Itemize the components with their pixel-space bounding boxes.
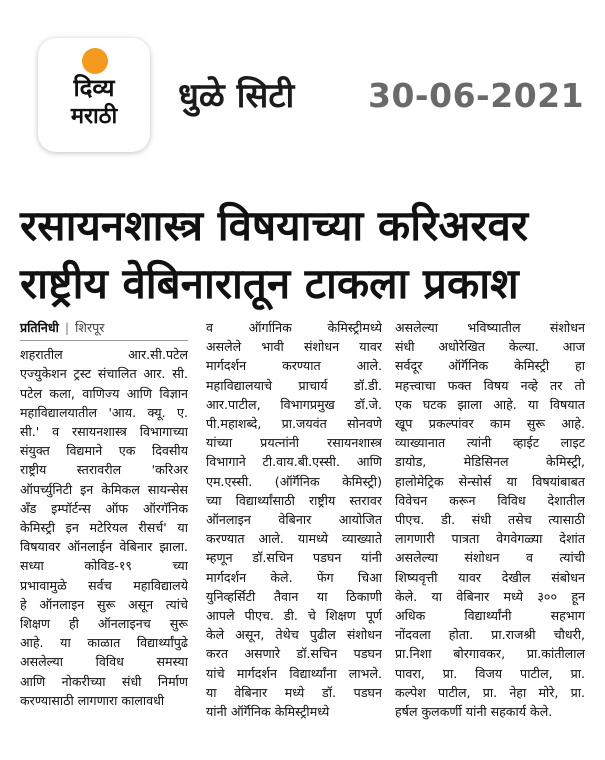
article-text-line: विवेचन करून विविध देशातील	[395, 492, 585, 508]
article-text-line: असलेल्या संशोधन व त्यांची	[395, 550, 585, 566]
article-text-line: पीएच. डी. संधी तसेच त्यासाठी	[395, 512, 585, 528]
article-column-1	[20, 318, 188, 710]
headline-line-2: राष्ट्रीय वेबिनारातून टाकला प्रकाश	[20, 259, 519, 308]
logo-text-line2: मराठी	[70, 104, 118, 129]
article-text-line: शहरातील आर.सी.पटेल	[20, 347, 188, 363]
article-text-line: केमिस्ट्री इन मटेरियल रीसर्च' या	[20, 520, 188, 536]
article-text-line: या वेबिनार मध्ये डॉ. पडघन	[206, 684, 382, 700]
article-text-line: प्रा.निशा बोरगावकर, प्रा.कांतीलाल	[395, 646, 585, 662]
byline-place: शिरपूर	[75, 320, 105, 335]
article-text-line: असलेले भावी संशोधन यावर	[206, 339, 382, 355]
article-text-line: संधी अधोरेखित केल्या. आज	[395, 339, 585, 355]
article-text-line: अँड इम्पॉर्टन्स ऑफ ऑरगॅनिक	[20, 500, 188, 516]
byline	[20, 318, 188, 341]
article-text-line: आहे. या काळात विद्यार्थ्यांपुढे	[20, 635, 188, 651]
article-text-line: प्रभावामुळे सर्वच महाविद्यालये	[20, 577, 188, 593]
article-text-line: म्हणून डॉ.सचिन पडघन यांनी	[206, 550, 382, 566]
article-text-line: पावरा, प्रा. विजय पाटील, प्रा.	[395, 665, 585, 681]
article-text-line: शिष्यवृत्ती यावर देखील संबोधन	[395, 569, 585, 585]
divya-marathi-logo	[38, 38, 150, 152]
article-column-3	[395, 318, 585, 721]
article-text-line: ऑनलाइन वेबिनार आयोजित	[206, 512, 382, 528]
article-text-line: महाविद्यालयातील 'आय. क्यू. ए.	[20, 404, 188, 420]
article-text-line: सी.' व रसायनशास्त्र विभागाच्या	[20, 424, 188, 440]
article-text-line: हर्षल कुलकर्णी यांनी सहकार्य केले.	[395, 704, 553, 720]
article-text-line: एक घटक झाला आहे. या विषयात	[395, 396, 585, 412]
article-text-line: व ऑर्गानिक केमिस्ट्रीमध्ये	[206, 320, 382, 335]
article-text-line: हे ऑनलाइन सुरू असून त्यांचे	[20, 596, 188, 612]
article-text-line: आर.पाटील, विभागप्रमुख डॉ.जे.	[206, 396, 382, 412]
article-text-line: एम.एस्सी. (ऑर्गॅनिक केमिस्ट्री)	[206, 473, 382, 489]
article-text-line: व्याख्यानात त्यांनी व्हाईट लाइट	[395, 435, 585, 451]
article-text-line: संयुक्त विद्यमाने एक दिवसीय	[20, 443, 188, 459]
edition-city: धुळे सिटी	[178, 76, 295, 116]
article-text-line: च्या विद्यार्थ्यांसाठी राष्ट्रीय स्तरावर	[206, 492, 382, 508]
article-text-line: करत असणारे डॉ.सचिन पडघन	[206, 646, 382, 662]
byline-separator: |	[64, 320, 70, 335]
edition-date: 30-06-2021	[368, 76, 585, 115]
article-text-line: राष्ट्रीय स्तरावरील 'करिअर	[20, 462, 188, 478]
article-text-line: केले. या वेबिनार मध्ये ३०० हून	[395, 588, 585, 604]
column-3-text	[395, 318, 585, 721]
article-text-line: महाविद्यालयाचे प्राचार्य डॉ.डी.	[206, 377, 382, 393]
article-text-line: हालोमेट्रिक सेन्सोर्स या विषयांबाबत	[395, 473, 585, 489]
logo-sun-icon	[82, 48, 108, 74]
article-text-line: केले असून, तेथेच पुढील संशोधन	[206, 627, 382, 643]
article-text-line: डायोड, मेडिसिनल केमिस्ट्री,	[395, 454, 585, 470]
article-column-2	[206, 318, 382, 721]
article-text-line: असलेल्या भविष्यातील संशोधन	[395, 320, 585, 335]
article-text-line: यांचे मार्गदर्शन विद्यार्थ्यांना लाभले.	[206, 665, 382, 681]
logo-text-line1: दिव्य	[73, 74, 115, 102]
article-text-line: कल्पेश पाटील, प्रा. नेहा मोरे, प्रा.	[395, 684, 585, 700]
article-text-line: सर्वदूर ऑर्गॅनिक केमिस्ट्री हा	[395, 358, 585, 374]
article-text-line: पटेल कला, वाणिज्य आणि विज्ञान	[20, 385, 188, 401]
article-text-line: करण्यात आले. यामध्ये व्याख्याते	[206, 531, 382, 547]
article-text-line: एज्युकेशन ट्रस्ट संचालित आर. सी.	[20, 366, 188, 382]
article-text-line: लागणारी पात्रता वेगवेगळ्या देशांत	[395, 531, 585, 547]
article-text-line: पी.महाशब्दे, प्रा.जयवंत सोनवणे	[206, 416, 382, 432]
article-text-line: नोंदवला होता. प्रा.राजश्री चौधरी,	[395, 627, 585, 643]
article-text-line: सध्या कोविड-१९ च्या	[20, 558, 188, 574]
article-text-line: विभागाने टी.वाय.बी.एस्सी. आणि	[206, 454, 382, 470]
article-text-line: मार्गदर्शन केले. फेंग चिआ	[206, 569, 382, 585]
headline-line-1: रसायनशास्त्र विषयाच्या करिअरवर	[20, 201, 529, 250]
article-text-line: युनिव्हर्सिटी तैवान या ठिकाणी	[206, 588, 382, 604]
column-1-text	[20, 345, 188, 710]
article-text-line: विषयावर ऑनलाईन वेबिनार झाला.	[20, 539, 188, 555]
column-2-text	[206, 318, 382, 721]
article-text-line: आणि नोकरीच्या संधी निर्माण	[20, 673, 188, 689]
article-text-line: ऑपर्च्युनिटी इन केमिकल सायन्सेस	[20, 481, 188, 497]
byline-label: प्रतिनिधी	[20, 320, 59, 335]
article-text-line: आपले पीएच. डी. चे शिक्षण पूर्ण	[206, 608, 382, 624]
article-text-line: मार्गदर्शन करण्यात आले.	[206, 358, 382, 374]
article-text-line: महत्त्वाचा फक्त विषय नव्हे तर तो	[395, 377, 585, 393]
article-text-line: असलेल्या विविध समस्या	[20, 654, 188, 670]
article-text-line: यांच्या प्रयत्नांनी रसायनशास्त्र	[206, 435, 382, 451]
article-text-line: शिक्षण ही ऑनलाइनच सुरू	[20, 616, 188, 632]
article-text-line: करण्यासाठी लागणारा कालावधी	[20, 692, 165, 708]
article-text-line: यांनी ऑर्गॅनिक केमिस्ट्रीमध्ये	[206, 704, 330, 720]
article-text-line: अधिक विद्यार्थ्यांनी सहभाग	[395, 608, 585, 624]
article-text-line: खूप प्रकल्पांवर काम सुरू आहे.	[395, 416, 585, 432]
